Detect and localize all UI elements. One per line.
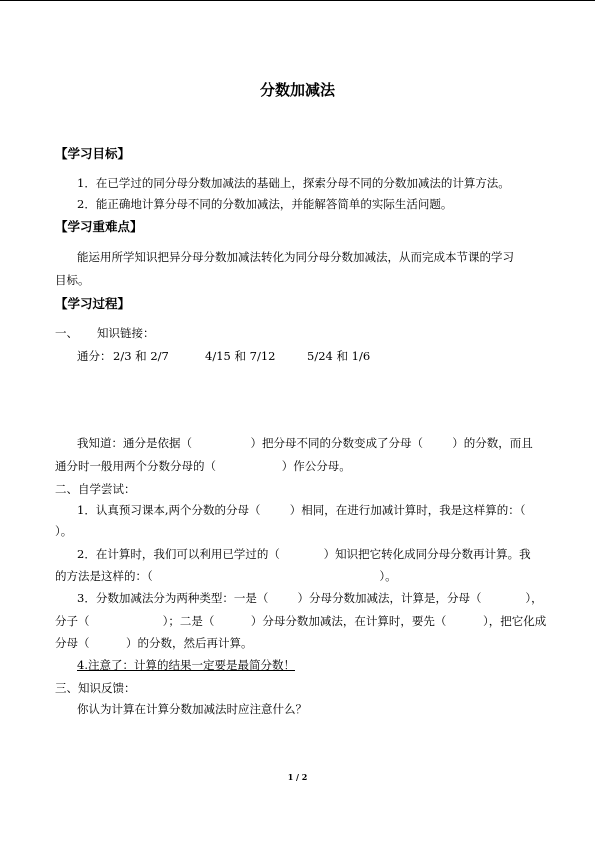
- part2-line: ）。: [55, 524, 73, 538]
- part2-line: 分子（ ）；二是（ ）分母分数加减法，在计算时，要先（ ），把它化成: [55, 614, 547, 628]
- exercise-item: 5/24 和 1/6: [307, 349, 371, 363]
- keypoints-line: 目标。: [55, 273, 90, 287]
- exercises-label: 通分：: [77, 349, 112, 363]
- goal-item: 2．能正确地计算分母不同的分数加减法，并能解答简单的实际生活问题。: [77, 197, 453, 211]
- know-line: 我知道：通分是依据（ ）把分母不同的分数变成了分母（ ）的分数，而且: [77, 436, 533, 450]
- part2-line: 分母（ ）的分数，然后再计算。: [55, 636, 253, 650]
- part2-note: 4.注意了：计算的结果一定要是最简分数！: [77, 658, 295, 672]
- process-heading: 【学习过程】: [55, 296, 131, 311]
- part2-line: 2．在计算时，我们可以利用已学过的（ ）知识把它转化成同分母分数再计算。我: [77, 547, 531, 561]
- part2-line: 的方法是这样的：（ ）。: [55, 569, 397, 583]
- part3-question: 你认为计算在计算分数加减法时应注意什么？: [77, 702, 307, 716]
- part2-line: 1．认真预习课本,两个分数的分母（ ）相同，在进行加减计算时，我是这样算的：（: [77, 503, 526, 517]
- know-line: 通分时一般用两个分数分母的（ ）作公分母。: [55, 459, 351, 473]
- page-number: 1 / 2: [287, 772, 308, 782]
- part2-line: 3．分数加减法分为两种类型：一是（ ）分母分数加减法，计算是，分母（ ），: [77, 591, 543, 605]
- goals-heading: 【学习目标】: [55, 146, 131, 161]
- exercise-item: 4/15 和 7/12: [205, 349, 276, 363]
- exercise-item: 2/3 和 2/7: [113, 349, 169, 363]
- part3-title: 三、知识反馈：: [55, 681, 136, 695]
- keypoints-heading: 【学习重难点】: [55, 219, 143, 234]
- part1-title: 知识链接：: [97, 326, 155, 340]
- goal-item: 1．在已学过的同分母分数加减法的基础上，探索分母不同的分数加减法的计算方法。: [77, 176, 510, 190]
- part1-label: 一、: [55, 326, 78, 340]
- page-title: 分数加减法: [259, 81, 335, 99]
- keypoints-line: 能运用所学知识把异分母分数加减法转化为同分母分数加减法，从而完成本节课的学习: [77, 250, 514, 264]
- part2-title: 二、自学尝试：: [55, 482, 136, 496]
- top-rule: [0, 0, 595, 1]
